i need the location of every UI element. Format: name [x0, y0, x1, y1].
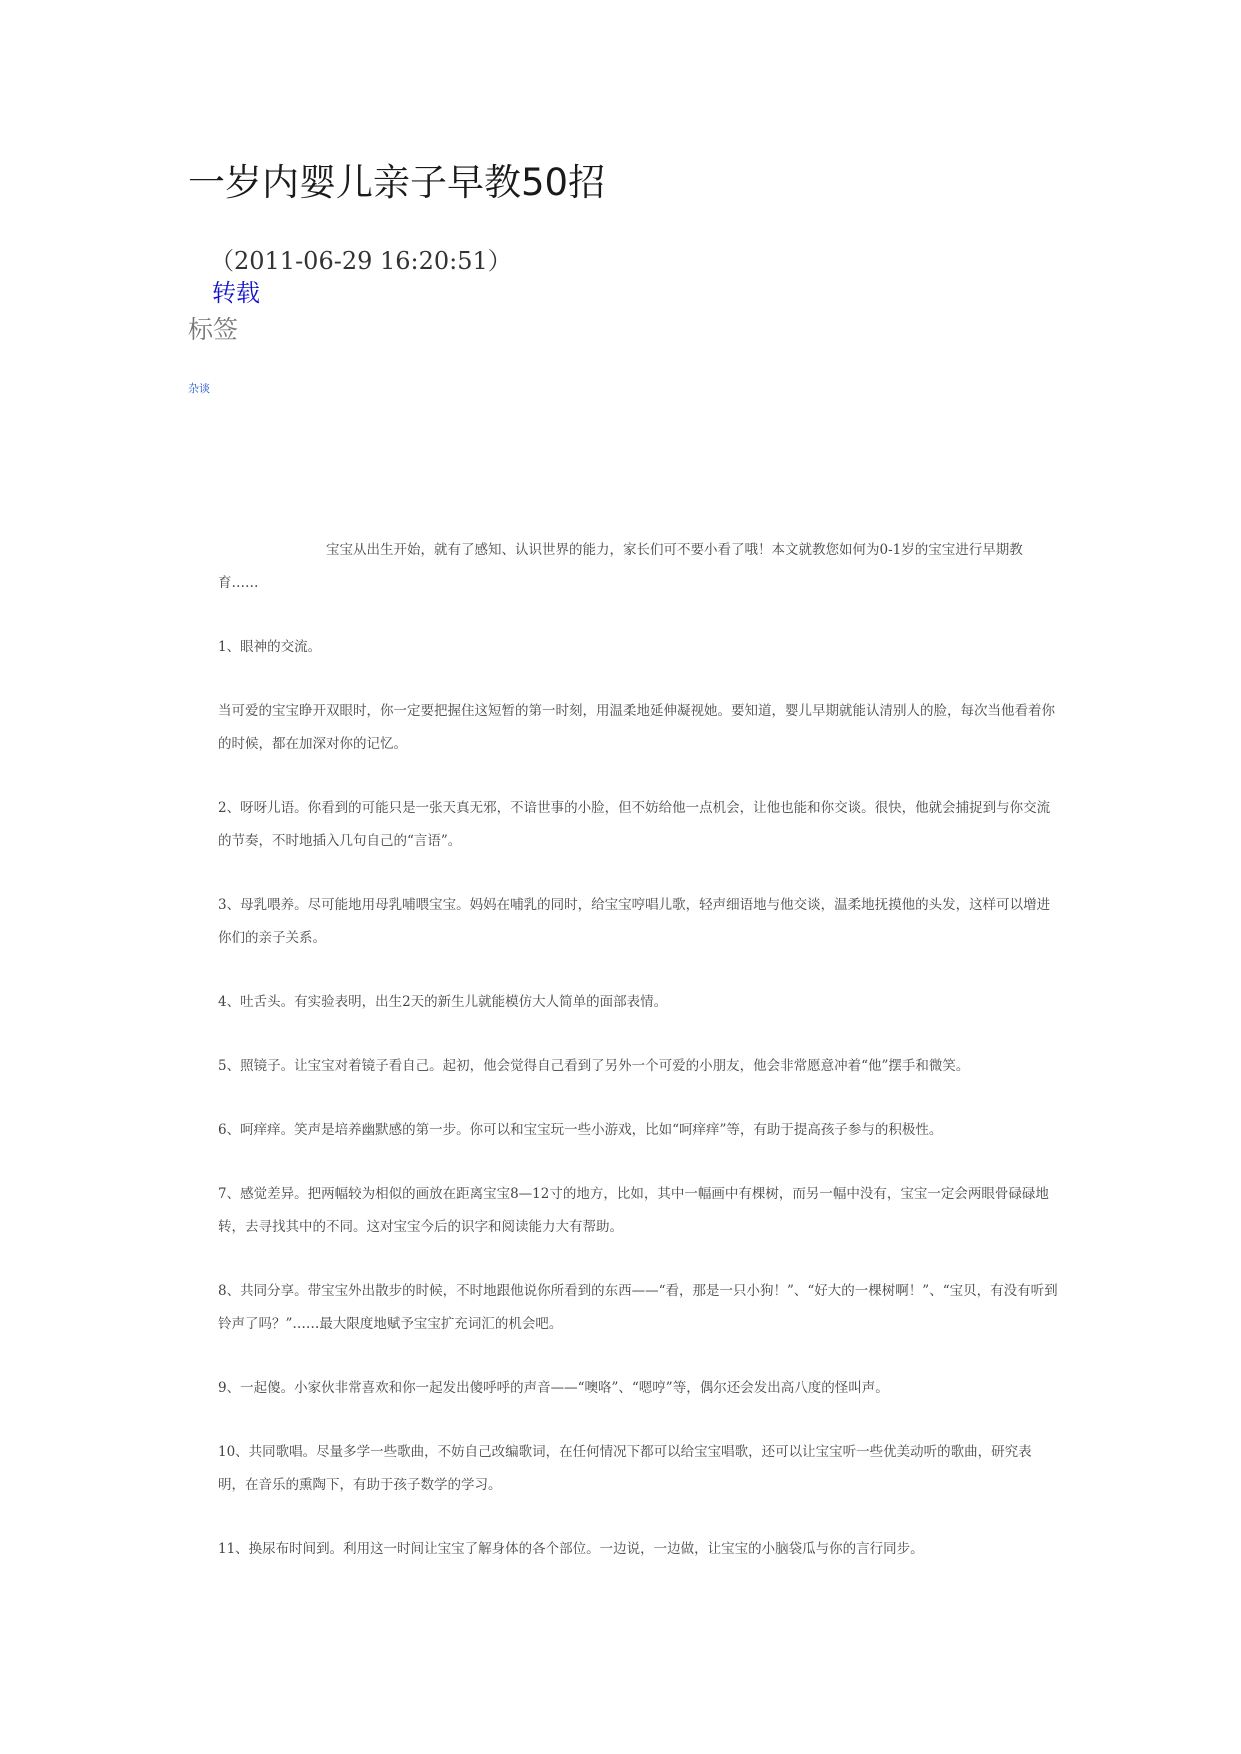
intro-paragraph: 宝宝从出生开始，就有了感知、认识世界的能力，家长们可不要小看了哦！本文就教您如何为0-1岁的宝宝进行早期教育…… [218, 542, 1023, 591]
paragraph-tip-8: 8、共同分享。带宝宝外出散步的时候，不时地跟他说你所看到的东西——“看，那是一只小狗！”、“好大的一棵树啊！”、“宝贝，有没有听到铃声了吗？”……最大限度地赋予宝宝扩充词汇的机会吧。 [218, 1283, 1058, 1332]
paragraph-tip-1-heading: 1、眼神的交流。 [218, 639, 322, 655]
paragraph-tip-4: 4、吐舌头。有实验表明，出生2天的新生儿就能模仿大人简单的面部表情。 [218, 994, 668, 1010]
paragraph-tip-3: 3、母乳喂养。尽可能地用母乳哺喂宝宝。妈妈在哺乳的同时，给宝宝哼唱儿歌，轻声细语地与他交谈，温柔地抚摸他的头发，这样可以增进你们的亲子关系。 [218, 897, 1051, 946]
repost-link[interactable]: 转载 [212, 279, 260, 307]
paragraph-tip-6: 6、呵痒痒。笑声是培养幽默感的第一步。你可以和宝宝玩一些小游戏，比如“呵痒痒”等，有助于提高孩子参与的积极性。 [218, 1122, 943, 1138]
paragraph-tip-9: 9、一起傻。小家伙非常喜欢和你一起发出傻呼呼的声音——“噢咯”、“嗯哼”等，偶尔还会发出高八度的怪叫声。 [218, 1380, 889, 1396]
article-date: （2011-06-29 16:20:51） [210, 247, 512, 275]
paragraph-tip-11: 11、换尿布时间到。利用这一时间让宝宝了解身体的各个部位。一边说，一边做，让宝宝的小脑袋瓜与你的言行同步。 [218, 1541, 924, 1557]
tag-link[interactable]: 杂谈 [188, 382, 210, 395]
article-body [218, 534, 1058, 1566]
tags-label: 标签 [188, 315, 239, 344]
paragraph-tip-10: 10、共同歌唱。尽量多学一些歌曲，不妨自己改编歌词，在任何情况下都可以给宝宝唱歌，还可以让宝宝听一些优美动听的歌曲，研究表明，在音乐的熏陶下，有助于孩子数学的学习。 [218, 1444, 1032, 1493]
paragraph-tip-5: 5、照镜子。让宝宝对着镜子看自己。起初，他会觉得自己看到了另外一个可爱的小朋友，他会非常愿意冲着“他”摆手和微笑。 [218, 1058, 970, 1074]
paragraph-tip-1-body: 当可爱的宝宝睁开双眼时，你一定要把握住这短暂的第一时刻，用温柔地延伸凝视她。要知道，婴儿早期就能认清别人的脸，每次当他看着你的时候，都在加深对你的记忆。 [218, 703, 1055, 752]
paragraph-tip-2: 2、呀呀儿语。你看到的可能只是一张天真无邪，不谙世事的小脸，但不妨给他一点机会，让他也能和你交谈。很快，他就会捕捉到与你交流的节奏，不时地插入几句自己的“言语”。 [218, 800, 1051, 849]
article-title: 一岁内婴儿亲子早教50招 [188, 161, 606, 204]
paragraph-tip-7: 7、感觉差异。把两幅较为相似的画放在距离宝宝8—12寸的地方，比如，其中一幅画中有棵树，而另一幅中没有，宝宝一定会两眼骨碌碌地转，去寻找其中的不同。这对宝宝今后的识字和阅读能力大有帮助。 [218, 1186, 1049, 1235]
